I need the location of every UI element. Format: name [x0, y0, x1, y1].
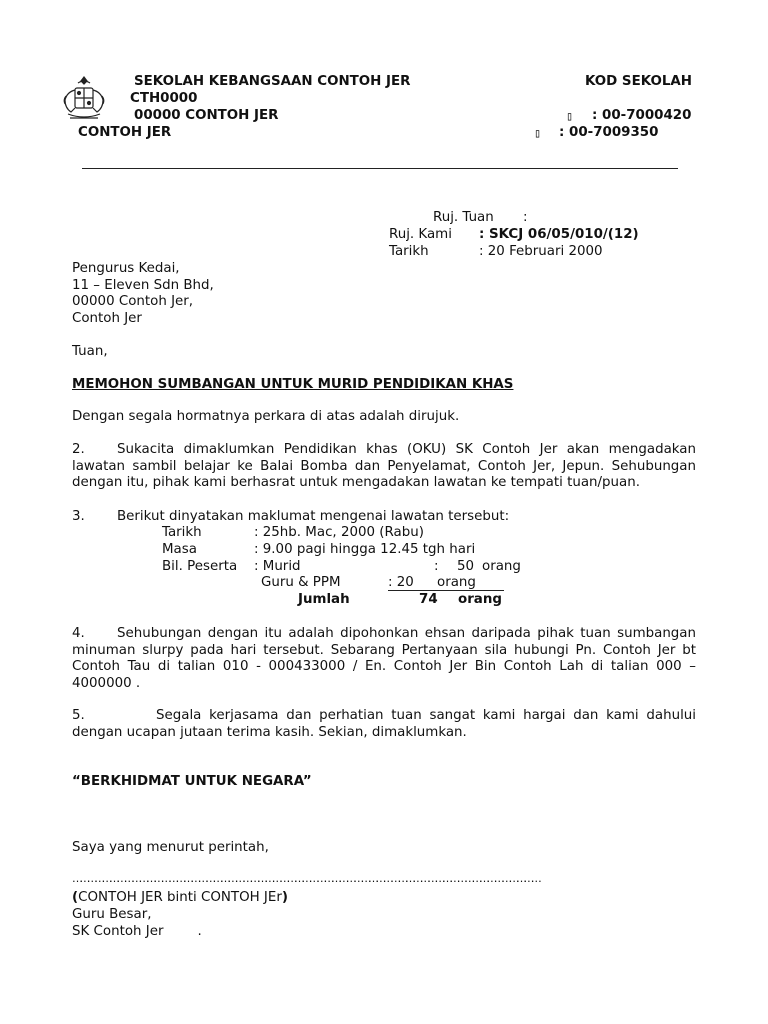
paren-close: ) — [281, 890, 288, 905]
recipient-line: Pengurus Kedai, — [72, 261, 180, 276]
paragraph-line: Contoh Tau di talian 010 - 000433000 / En. Contoh Jer Bin Contoh Lah di talian 000 – — [72, 659, 696, 674]
total-unit: orang — [458, 592, 502, 607]
visit-date-label: Tarikh — [162, 525, 202, 540]
paragraph-5 — [72, 708, 696, 741]
paragraph-line: dengan itu, pihak kami berhasrat untuk mengadakan lawatan ke tempati tuan/puan. — [72, 475, 640, 490]
signatory-title: Guru Besar, — [72, 907, 152, 922]
signature-line: ……………………………………………………………………………………………………………………………………………………………………… — [72, 872, 539, 885]
paragraph-line: 4000000 . — [72, 675, 141, 691]
school-code-label: KOD SEKOLAH — [585, 74, 692, 89]
school-name: SEKOLAH KEBANGSAAN CONTOH JER — [134, 74, 411, 89]
students-unit: orang — [482, 559, 521, 574]
closing-phrase: Saya yang menurut perintah, — [72, 840, 269, 855]
fax-glyph-icon: ▯ — [534, 126, 542, 140]
paragraph-3-intro: Berikut dinyatakan maklumat mengenai lawatan tersebut: — [117, 509, 510, 524]
phone-glyph-icon: ▯ — [566, 109, 574, 123]
paragraph-2 — [72, 442, 696, 492]
motto: “BERKHIDMAT UNTUK NEGARA” — [72, 774, 312, 789]
letter-subject: MEMOHON SUMBANGAN UNTUK MURID PENDIDIKAN KHAS — [72, 377, 514, 392]
tarikh-label: Tarikh — [389, 244, 429, 259]
students-count: 50 — [457, 559, 475, 574]
visit-time-value: : 9.00 pagi hingga 12.45 tgh hari — [254, 542, 476, 557]
paragraph-line: lawatan sambil belajar ke Balai Bomba dan Penyelamat, Contoh Jer, Jepun. Sehubungan — [72, 458, 696, 474]
teachers-count: : 20 — [388, 575, 414, 590]
recipient-line: 00000 Contoh Jer, — [72, 294, 194, 309]
signatory-name-text: CONTOH JER binti CONTOH JEr — [78, 890, 282, 905]
recipient-line: 11 – Eleven Sdn Bhd, — [72, 278, 214, 293]
salutation: Tuan, — [72, 344, 108, 359]
visit-time-label: Masa — [162, 542, 197, 557]
paragraph-4-number: 4. — [72, 626, 85, 641]
paragraph-line: dengan ucapan jutaan terima kasih. Sekian, dimaklumkan. — [72, 724, 467, 740]
paragraph-line: minuman slurpy pada hari tersebut. Sebarang Pertanyaan sila hubungi Pn. Contoh Jer bt — [72, 642, 696, 658]
phone-number: : 00-7000420 — [592, 108, 692, 123]
ruj-kami-label: Ruj. Kami — [389, 227, 452, 242]
signatory-name — [72, 890, 288, 905]
recipient-line: Contoh Jer — [72, 311, 142, 326]
malaysia-crest-icon — [60, 74, 108, 124]
teachers-unit: orang — [437, 575, 476, 590]
paragraph-3-number: 3. — [72, 509, 85, 524]
header-divider — [82, 168, 678, 169]
paragraph-5-number: 5. — [72, 708, 85, 723]
total-underline — [388, 590, 504, 591]
total-count: 74 — [419, 592, 438, 607]
paragraph-2-number: 2. — [72, 442, 85, 457]
teachers-label: Guru & PPM — [261, 575, 341, 590]
signatory-school: SK Contoh Jer . — [72, 924, 202, 939]
participants-label: Bil. Peserta — [162, 559, 238, 574]
school-address-line2: CONTOH JER — [78, 125, 172, 140]
fax-number: : 00-7009350 — [559, 125, 659, 140]
ruj-kami-value: : SKCJ 06/05/010/(12) — [479, 227, 639, 242]
paragraph-line: Segala kerjasama dan perhatian tuan sangat kami hargai dan kami dahului — [156, 708, 696, 723]
visit-date-value: : 25hb. Mac, 2000 (Rabu) — [254, 525, 424, 540]
students-separator: : — [434, 559, 439, 574]
school-code: CTH0000 — [130, 91, 198, 106]
paragraph-line: Sukacita dimaklumkan Pendidikan khas (OKU) SK Contoh Jer akan mengadakan — [117, 442, 696, 457]
paren-open: ( — [72, 890, 79, 905]
paragraph-line: Sehubungan dengan itu adalah dipohonkan ehsan daripada pihak tuan sumbangan — [117, 626, 696, 641]
ruj-tuan-separator: : — [523, 210, 528, 225]
paragraph-4 — [72, 626, 696, 692]
tarikh-value: : 20 Februari 2000 — [479, 244, 603, 259]
paragraph-1: Dengan segala hormatnya perkara di atas adalah dirujuk. — [72, 409, 460, 424]
ruj-tuan-label: Ruj. Tuan — [433, 210, 494, 225]
total-label: Jumlah — [298, 592, 350, 607]
school-address-line1: 00000 CONTOH JER — [134, 108, 279, 123]
students-label: : Murid — [254, 559, 301, 574]
